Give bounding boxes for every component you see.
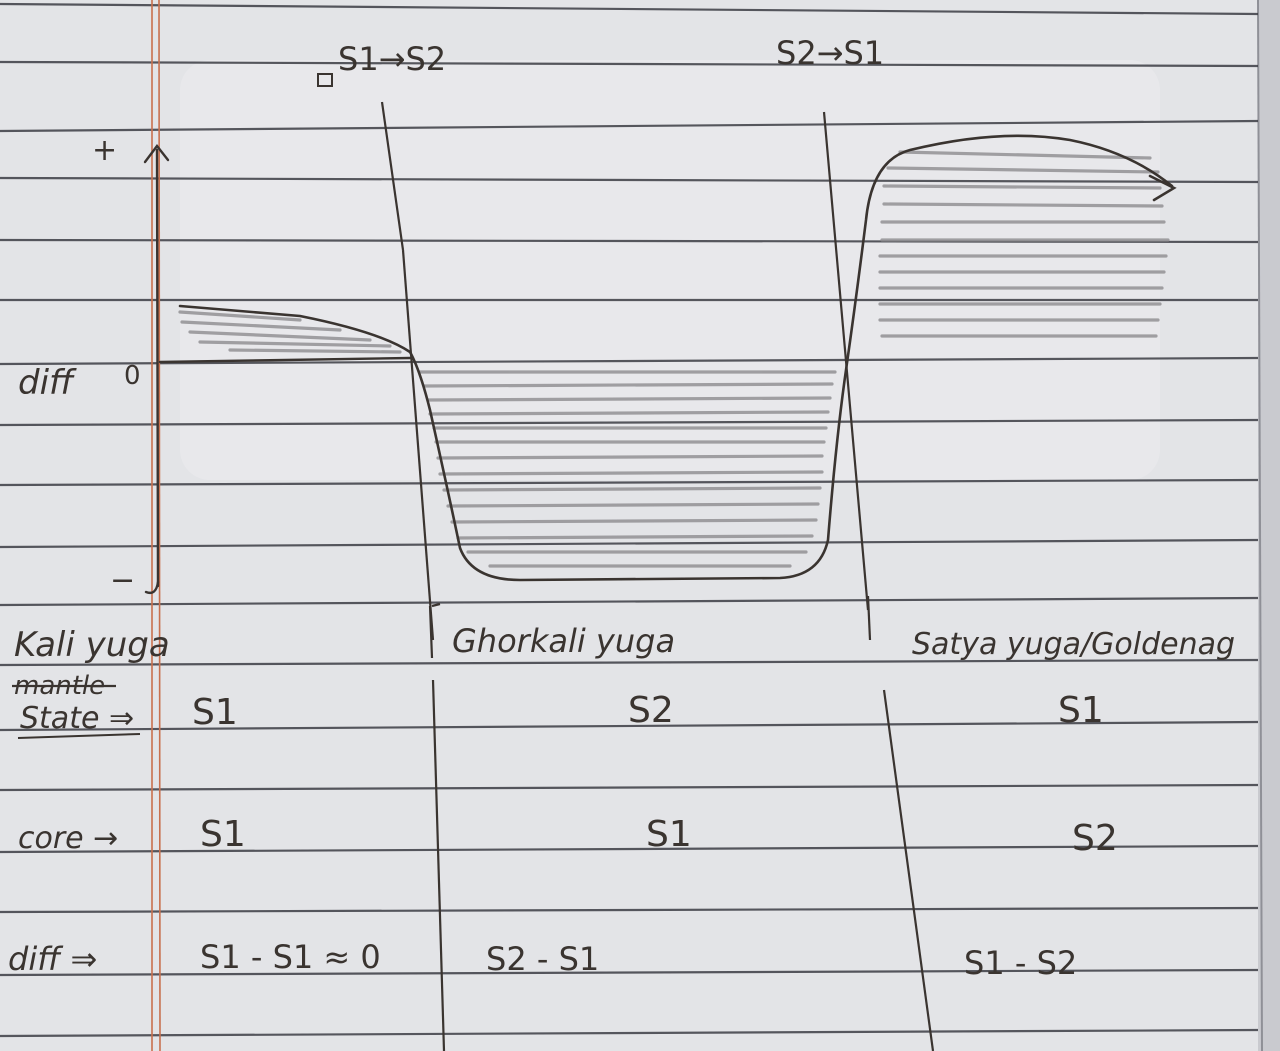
era-label-ghorkali: Ghorkali yuga [452,622,676,660]
transition-label-1: S1→S2 [338,40,447,78]
diff-cell: S1 - S1 ≈ 0 [200,938,381,976]
diff-cell: S1 - S2 [964,944,1078,982]
margin-line [159,0,160,1051]
y-axis-line [157,150,158,586]
state-cell: S1 [192,692,238,733]
row-label-state: State ⇒ [20,701,135,736]
state-cell: S1 [1058,690,1104,731]
row-label-core: core → [18,821,119,856]
era-label-satya: Satya yuga/Goldenag [912,627,1236,662]
axis-bottom-mark: − [110,563,136,598]
row-label-mantle: mantle [14,671,106,701]
era-label-kali: Kali yuga [14,625,170,665]
axis-top-mark: + [92,133,118,168]
transition-label-2: S2→S1 [776,34,885,72]
core-cell: S1 [646,814,692,855]
axis-ylabel: diff [18,363,74,403]
diff-cell: S2 - S1 [486,940,600,978]
core-cell: S2 [1072,818,1118,859]
state-cell: S2 [628,690,674,731]
axis-zero-label: 0 [124,361,141,391]
row-label-diff: diff ⇒ [8,940,98,978]
core-cell: S1 [200,814,246,855]
